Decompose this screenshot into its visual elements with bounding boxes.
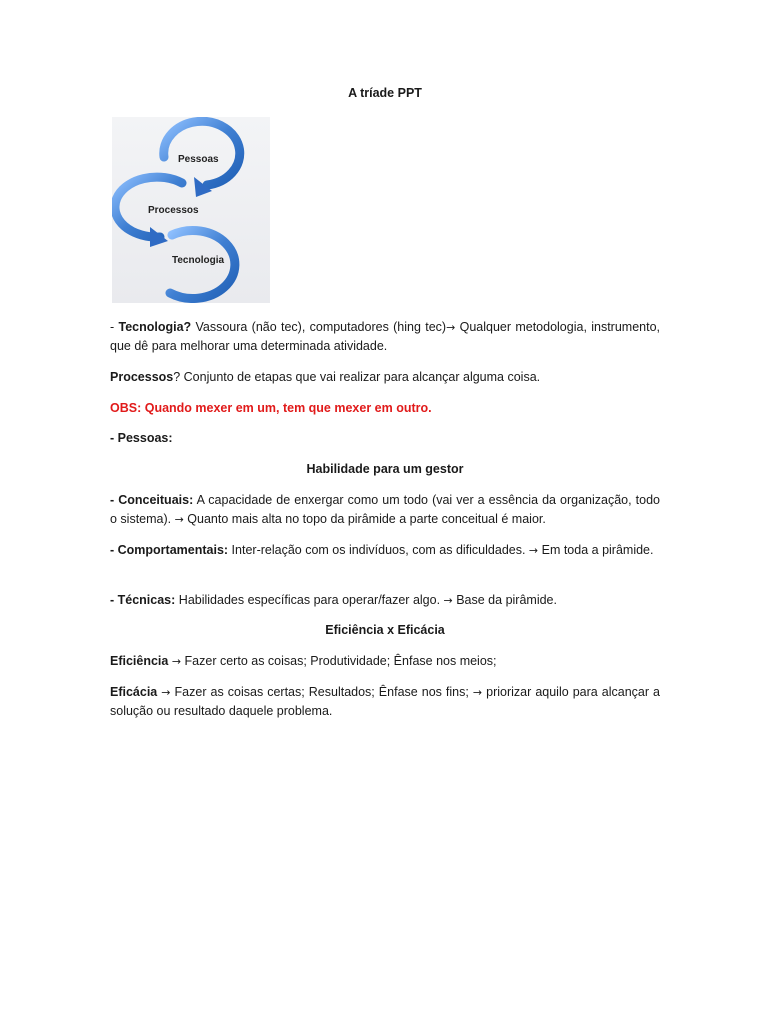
arrow-icon: →: [446, 321, 456, 334]
cycle-arrows-graphic: [112, 117, 270, 303]
paragraph-conceituais: [110, 491, 660, 529]
tecnologia-text: Vassoura (não tec), computadores (hing tec): [191, 320, 447, 334]
paragraph-comportamentais: [110, 541, 660, 560]
diagram-label-pessoas: Pessoas: [178, 154, 219, 165]
diagram-label-processos: Processos: [148, 205, 199, 216]
comportamentais-term: - Comportamentais:: [110, 543, 229, 557]
processos-term: Processos: [110, 370, 174, 384]
arrow-icon: →: [174, 513, 184, 526]
eficacia-term: Eficácia: [110, 685, 158, 699]
conceituais-text2: Quanto mais alta no topo da pirâmide a parte conceitual é maior.: [183, 512, 546, 526]
paragraph-eficacia: [110, 683, 660, 721]
paragraph-tecnicas: [110, 591, 660, 610]
paragraph-eficiencia: [110, 652, 660, 671]
comportamentais-text2: Em toda a pirâmide.: [538, 543, 654, 557]
tecnicas-text2: Base da pirâmide.: [452, 593, 557, 607]
comportamentais-text: Inter-relação com os indivíduos, com as dificuldades.: [228, 543, 529, 557]
arrow-icon: →: [171, 655, 182, 668]
eficacia-text2: priorizar aquilo para alcançar a solução ou resultado daquele problema.: [110, 685, 660, 718]
conceituais-text: A capacidade de enxergar como um todo (vai ver a essência da organização, todo o sistema).: [110, 493, 660, 526]
obs-note: OBS: Quando mexer em um, tem que mexer em outro.: [110, 401, 432, 415]
tecnologia-term: Tecnologia?: [118, 320, 192, 334]
tecnologia-lead: -: [110, 320, 119, 334]
arrow-icon: →: [443, 594, 453, 607]
paragraph-processos: [110, 368, 660, 387]
document-title: A tríade PPT: [348, 86, 422, 100]
heading-eficiencia-eficacia: Eficiência x Eficácia: [325, 623, 445, 637]
tecnicas-text: Habilidades específicas para operar/fazer algo.: [175, 593, 444, 607]
tecnicas-term: - Técnicas:: [110, 593, 176, 607]
ppt-cycle-diagram: [112, 117, 270, 303]
conceituais-term: - Conceituais:: [110, 493, 194, 507]
arrow-icon: →: [472, 686, 483, 699]
heading-habilidade: Habilidade para um gestor: [306, 462, 464, 476]
arrow-icon: →: [161, 686, 171, 699]
diagram-label-tecnologia: Tecnologia: [172, 255, 225, 266]
tecnologia-text2: Qualquer metodologia, instrumento, que dê para melhorar uma determinada atividade.: [110, 320, 661, 353]
paragraph-tecnologia: [110, 318, 660, 356]
processos-text: ? Conjunto de etapas que vai realizar para alcançar alguma coisa.: [173, 370, 541, 384]
eficiencia-term: Eficiência: [110, 654, 169, 668]
processos-arrowhead: [150, 227, 168, 247]
eficiencia-text: Fazer certo as coisas; Produtividade; Ênfase nos meios;: [181, 654, 497, 668]
arrow-icon: →: [528, 544, 539, 557]
paragraph-pessoas: - Pessoas:: [110, 431, 173, 445]
eficacia-text: Fazer as coisas certas; Resultados; Ênfase nos fins;: [170, 685, 473, 699]
